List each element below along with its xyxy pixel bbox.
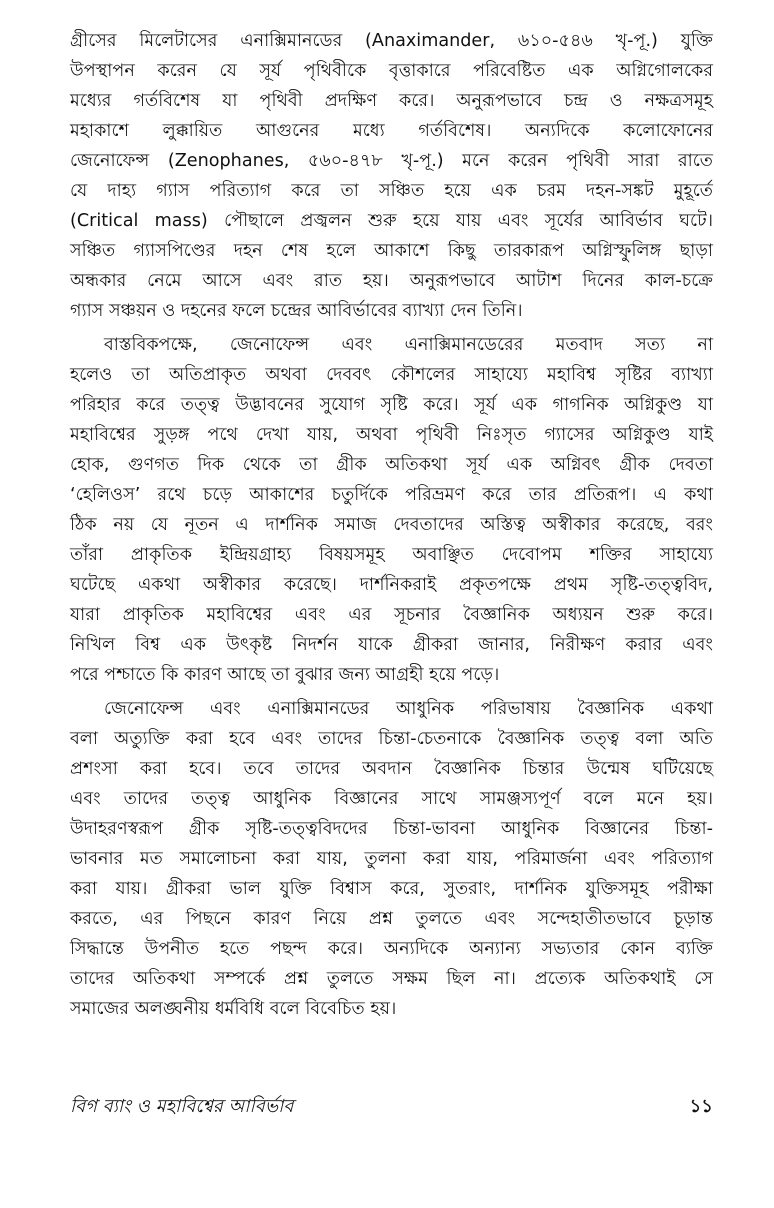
text-line: যে দাহ্য গ্যাস পরিত্যাগ করে তা সঞ্চিত হয়ে এক চরম দহন-সঙ্কট মুহূর্তে [70, 181, 713, 201]
text-line: ঠিক নয় যে নূতন এ দার্শনিক সমাজ দেবতাদের অস্তিত্ব অস্বীকার করেছে, বরং [70, 515, 713, 535]
text-line: জেনোফেন্স (Zenophanes, ৫৬০-৪৭৮ খৃ-পূ.) মনে করেন পৃথিবী সারা রাতে [70, 151, 713, 171]
text-line: হোক, গুণগত দিক থেকে তা গ্রীক অতিকথা সূর্য এক অগ্নিবৎ গ্রীক দেবতা [70, 455, 713, 475]
text-line: করা যায়। গ্রীকরা ভাল যুক্তি বিশ্বাস করে, সুতরাং, দার্শনিক যুক্তিসমূহ পরীক্ষা [70, 879, 713, 899]
running-title: বিগ ব্যাং ও মহাবিশ্বের আবির্ভাব [70, 1096, 294, 1117]
text-line: উপস্থাপন করেন যে সূর্য পৃথিবীকে বৃত্তাকারে পরিবেষ্টিত এক অগ্নিগোলকের [70, 61, 713, 81]
text-line: বাস্তবিকপক্ষে, জেনোফেন্স এবং এনাক্সিমানডেরের মতবাদ সত্য না [104, 335, 713, 355]
text-line: মহাবিশ্বের সুড়ঙ্গ পথে দেখা যায়, অথবা পৃথিবী নিঃসৃত গ্যাসের অগ্নিকুণ্ড যাই [70, 425, 713, 445]
text-line: বলা অত্যুক্তি করা হবে এবং তাদের চিন্তা-চেতনাকে বৈজ্ঞানিক তত্ত্ব বলা অতি [70, 729, 713, 749]
text-line: সিদ্ধান্তে উপনীত হতে পছন্দ করে। অন্যদিকে অন্যান্য সভ্যতার কোন ব্যক্তি [70, 939, 713, 959]
text-line: ঘটেছে একথা অস্বীকার করেছে। দার্শনিকরাই প্রকৃতপক্ষে প্রথম সৃষ্টি-তত্ত্ববিদ, [70, 575, 713, 595]
text-line: যারা প্রাকৃতিক মহাবিশ্বের এবং এর সূচনার বৈজ্ঞানিক অধ্যয়ন শুরু করে। [70, 605, 713, 625]
page-body [70, 26, 713, 1028]
text-line: ‘হেলিওস’ রথে চড়ে আকাশের চতুর্দিকে পরিভ্রমণ করে তার প্রতিরূপ। এ কথা [70, 485, 713, 505]
paragraph-1 [70, 26, 713, 326]
text-line: করতে, এর পিছনে কারণ নিয়ে প্রশ্ন তুলতে এবং সন্দেহাতীতভাবে চূড়ান্ত [70, 909, 713, 929]
paragraph-3 [70, 694, 713, 1024]
text-line: অন্ধকার নেমে আসে এবং রাত হয়। অনুরূপভাবে আটাশ দিনের কাল-চক্রে [70, 271, 713, 291]
text-line: (Critical mass) পৌছালে প্রজ্বলন শুরু হয়ে যায় এবং সূর্যের আবির্ভাব ঘটে। [70, 211, 713, 231]
text-line: নিখিল বিশ্ব এক উৎকৃষ্ট নিদর্শন যাকে গ্রীকরা জানার, নিরীক্ষণ করার এবং [70, 635, 713, 655]
text-line: জেনোফেন্স এবং এনাক্সিমানডের আধুনিক পরিভাষায় বৈজ্ঞানিক একথা [104, 699, 713, 719]
text-line: ভাবনার মত সমালোচনা করা যায়, তুলনা করা যায়, পরিমার্জনা এবং পরিত্যাগ [70, 849, 713, 869]
text-line: সঞ্চিত গ্যাসপিণ্ডের দহন শেষ হলে আকাশে কিছু তারকারূপ অগ্নিস্ফুলিঙ্গ ছাড়া [70, 241, 713, 261]
text-line: উদাহরণস্বরূপ গ্রীক সৃষ্টি-তত্ত্ববিদদের চিন্তা-ভাবনা আধুনিক বিজ্ঞানের চিন্তা- [70, 819, 713, 839]
text-line: মধ্যের গর্তবিশেষ যা পৃথিবী প্রদক্ষিণ করে। অনুরূপভাবে চন্দ্র ও নক্ষত্রসমূহ [70, 91, 713, 111]
page-number: ১১ [689, 1096, 713, 1117]
text-line: হলেও তা অতিপ্রাকৃত অথবা দেববৎ কৌশলের সাহায্যে মহাবিশ্ব সৃষ্টির ব্যাখ্যা [70, 365, 713, 385]
text-line: প্রশংসা করা হবে। তবে তাদের অবদান বৈজ্ঞানিক চিন্তার উন্মেষ ঘটিয়েছে [70, 759, 713, 779]
text-line: এবং তাদের তত্ত্ব আধুনিক বিজ্ঞানের সাথে সামঞ্জস্যপূর্ণ বলে মনে হয়। [70, 789, 713, 809]
text-line: গ্যাস সঞ্চয়ন ও দহনের ফলে চন্দ্রের আবির্ভাবের ব্যাখ্যা দেন তিনি। [70, 301, 523, 321]
text-line: তাঁরা প্রাকৃতিক ইন্দ্রিয়গ্রাহ্য বিষয়সমূহ অবাঞ্ছিত দেবোপম শক্তির সাহায্যে [70, 545, 713, 565]
text-line: পরিহার করে তত্ত্ব উদ্ভাবনের সুযোগ সৃষ্টি করে। সূর্য এক গাগনিক অগ্নিকুণ্ড যা [70, 395, 713, 415]
text-line: তাদের অতিকথা সম্পর্কে প্রশ্ন তুলতে সক্ষম ছিল না। প্রত্যেক অতিকথাই সে [70, 969, 713, 989]
page-footer [70, 1092, 713, 1123]
text-line: গ্রীসের মিলেটাসের এনাক্সিমানডের (Anaximander, ৬১০-৫৪৬ খৃ-পূ.) যুক্তি [70, 31, 713, 51]
text-line: পরে পশ্চাতে কি কারণ আছে তা বুঝার জন্য আগ্রহী হয়ে পড়ে। [70, 665, 500, 685]
paragraph-2 [70, 330, 713, 690]
text-line: মহাকাশে লুক্কায়িত আগুনের মধ্যে গর্তবিশেষ। অন্যদিকে কলোফোনের [70, 121, 713, 141]
text-line: সমাজের অলঙ্ঘনীয় ধর্মবিধি বলে বিবেচিত হয়। [70, 999, 397, 1019]
